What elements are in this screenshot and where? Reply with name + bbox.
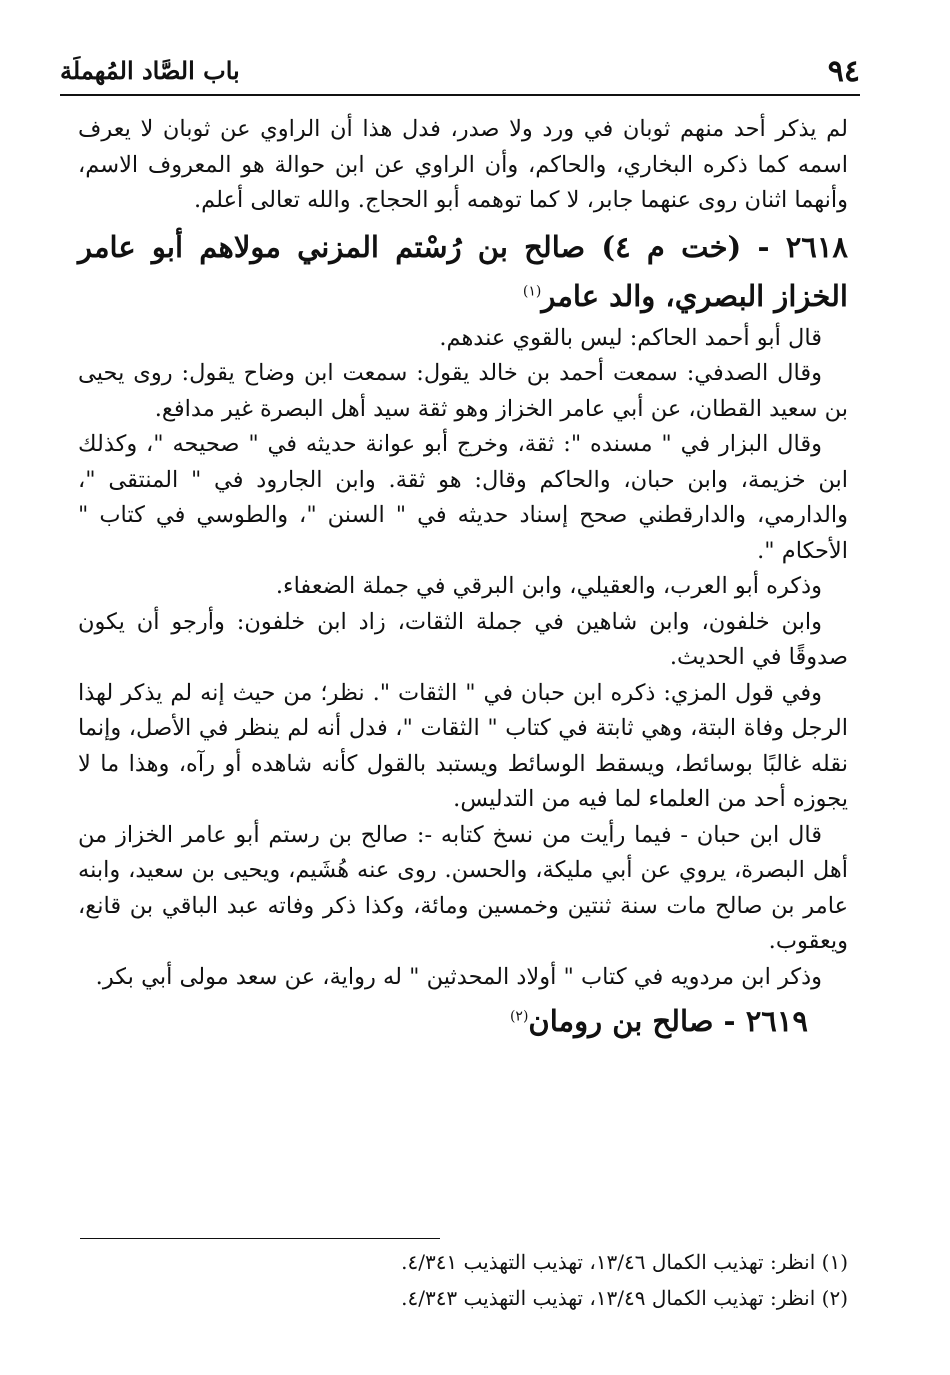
- paragraph: وقال الصدفي: سمعت أحمد بن خالد يقول: سمعت ابن وضاح يقول: روى يحيى بن سعيد القطان، عن أبي عامر الخزاز وهو ثقة سيد أهل البصرة غير مدافع.: [78, 360, 848, 422]
- paragraph: وذكر ابن مردويه في كتاب " أولاد المحدثين " له رواية، عن سعد مولى أبي بكر.: [95, 963, 822, 990]
- footnote-ref-1: (١): [522, 282, 542, 299]
- entry-heading-text: ٢٦١٨ - (خت م ٤) صالح بن رُسْتم المزني مولاهم أبو عامر الخزاز البصري، والد عامر: [78, 229, 849, 313]
- paragraph: قال أبو أحمد الحاكم: ليس بالقوي عندهم.: [439, 324, 822, 351]
- footnote-1: (١) انظر: تهذيب الكمال ١٣/٤٦، تهذيب التهذيب ٤/٣٤١.: [401, 1250, 848, 1274]
- footnote-divider: [80, 1238, 440, 1239]
- footnote-ref-2: (٢): [509, 1008, 529, 1025]
- paragraph: وقال البزار في " مسنده ": ثقة، وخرج أبو عوانة حديثه في " صحيحه "، وكذلك ابن خزيمة، وابن حبان، والحاكم وقال: هو ثقة. وابن الجارود في " المنتقى "، والدارمي، والدارقطني صحح إسناد حديثه في " السنن "، والطوسي في كتاب " الأحكام ".: [78, 431, 848, 564]
- footnote-2: (٢) انظر: تهذيب الكمال ١٣/٤٩، تهذيب التهذيب ٤/٣٤٣.: [401, 1286, 848, 1310]
- page-body: [78, 112, 848, 1045]
- chapter-title: باب الصَّاد المُهملَة: [60, 56, 240, 85]
- entry-heading-text: ٢٦١٩ - صالح بن رومان: [528, 1004, 808, 1038]
- page-number: ٩٤: [827, 54, 860, 89]
- paragraph: وفي قول المزي: ذكره ابن حبان في " الثقات ". نظر؛ من حيث إنه لم يذكر لهذا الرجل وفاة البتة، وهي ثابتة في كتاب " الثقات "، فدل أنه لم ينظر في الأصل، وإنما نقله غالبًا بوسائط، ويسقط الوسائط ويستبد بالقول كأنه شاهده أو رآه، وهذا ما لا يجوزه أحد من العلماء لما فيه من التدليس.: [78, 679, 848, 812]
- page-header: [60, 50, 860, 96]
- paragraph: وذكره أبو العرب، والعقيلي، وابن البرقي في جملة الضعفاء.: [275, 573, 822, 599]
- entry-heading-2619: [78, 997, 848, 1045]
- footnotes: [78, 1244, 848, 1316]
- paragraph: قال ابن حبان - فيما رأيت من نسخ كتابه -: صالح بن رستم أبو عامر الخزاز من أهل البصرة، يروي عن أبي مليكة، والحسن. روى عنه هُشَيم، ويحيى بن سعيد، وابنه عامر بن صالح مات سنة ثنتين وخمسين ومائة، وكذا ذكر وفاته عبد الباقي بن قانع، ويعقوب.: [78, 821, 848, 954]
- entry-heading-2618: [78, 223, 848, 321]
- paragraph: لم يذكر أحد منهم ثوبان في ورد ولا صدر، فدل هذا أن الراوي عن ثوبان لا يعرف اسمه كما ذكره البخاري، والحاكم، وأن الراوي عن ابن حوالة هو المعروف الاسم، وأنهما اثنان روى عنهما جابر، لا كما توهمه أبو الحجاج. والله تعالى أعلم.: [78, 116, 848, 213]
- paragraph: وابن خلفون، وابن شاهين في جملة الثقات، زاد ابن خلفون: وأرجو أن يكون صدوقًا في الحديث.: [78, 608, 848, 670]
